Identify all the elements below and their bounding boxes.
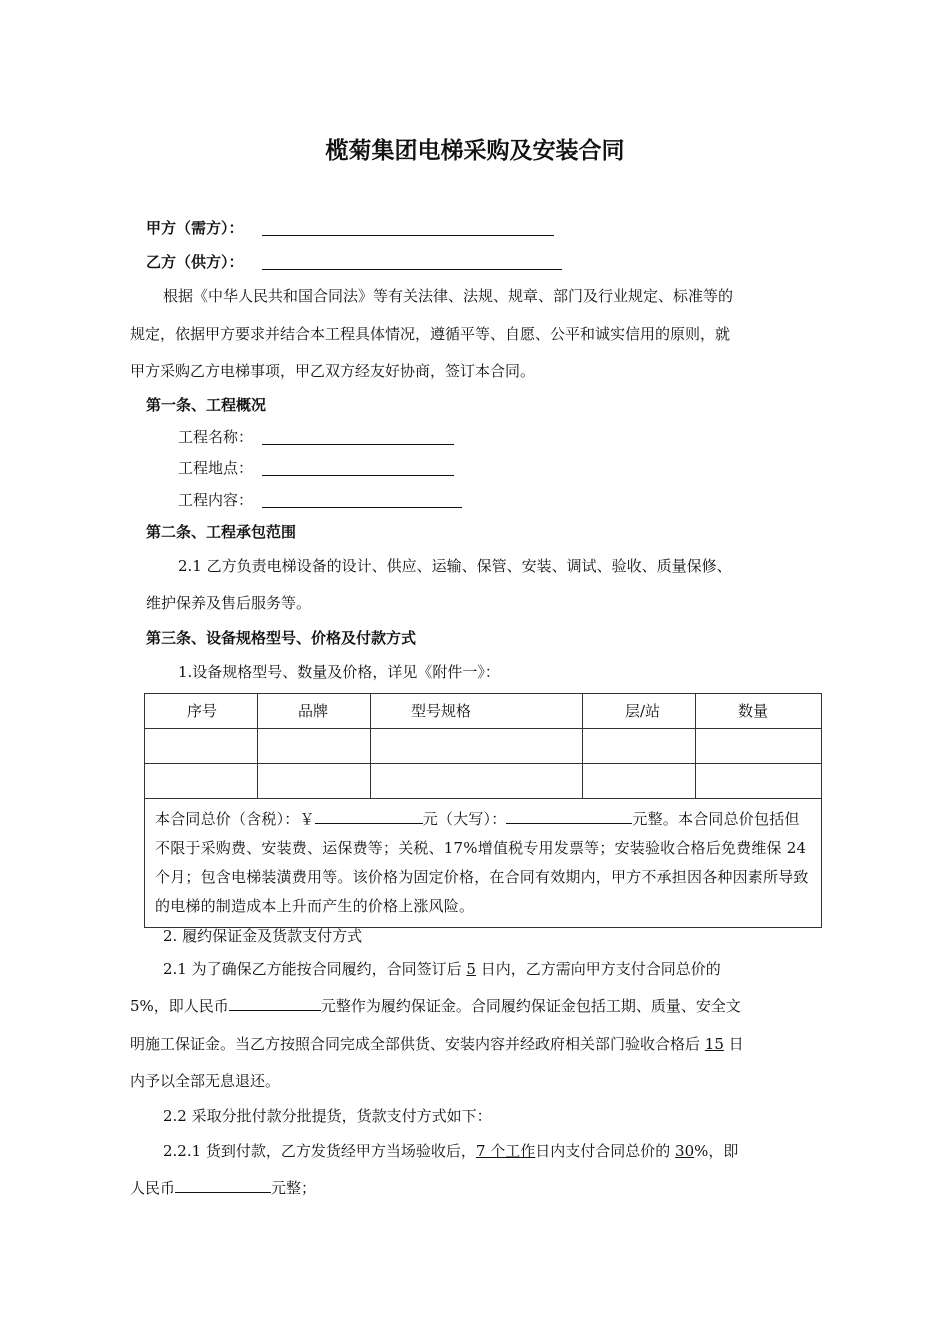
p21-text-b: 日内，乙方需向甲方支付合同总价的 — [475, 960, 721, 978]
table-row — [145, 729, 822, 764]
header-cell-brand: 品牌 — [258, 694, 371, 729]
header-cell-quantity: 数量 — [696, 694, 822, 729]
article2-heading: 第二条、工程承包范围 — [146, 523, 297, 541]
party-b-label: 乙方（供方）： — [146, 253, 244, 271]
payment-percent: 30 — [675, 1142, 695, 1160]
p21-text-a: 2.1 为了确保乙方能按合同履约，合同签订后 — [163, 960, 467, 978]
article3-heading: 第三条、设备规格型号、价格及付款方式 — [146, 629, 417, 647]
preamble-line-2: 规定，依据甲方要求并结合本工程具体情况，遵循平等、自愿、公平和诚实信用的原则，就 — [130, 325, 731, 343]
article3-item2: 2. 履约保证金及货款支付方式 — [163, 927, 363, 945]
project-location-label: 工程地点： — [178, 459, 254, 477]
project-content-label: 工程内容： — [178, 491, 254, 509]
table-cell — [583, 729, 696, 764]
p21-text-c: 5%，即人民币 — [130, 997, 229, 1015]
equipment-table — [144, 693, 822, 928]
p21-line-1 — [163, 962, 721, 977]
header-cell-floors: 层/站 — [583, 694, 696, 729]
deposit-days: 5 — [466, 960, 476, 978]
table-cell — [371, 729, 583, 764]
p221-text-c: %，即 — [694, 1142, 739, 1160]
table-cell — [371, 764, 583, 799]
note-suffix: 元整。本合同总价包括但不限于采购费、安装费、运保费等；关税、17%增值税专用发票等；安装验收合格后免费维保 24 个月；包含电梯装潢费用等。该价格为固定价格，在合同有效期内，甲方不承担因各种因素所导致的电梯的制造成本上升而产生的价格上涨风险。 — [155, 810, 809, 915]
article1-heading: 第一条、工程概况 — [146, 396, 267, 414]
deposit-amount-blank — [229, 1010, 321, 1011]
total-price-note — [145, 799, 822, 928]
p221-text-b: 日内支付合同总价的 — [535, 1142, 676, 1160]
table-cell — [145, 729, 258, 764]
page-title: 榄菊集团电梯采购及安装合同 — [325, 138, 625, 164]
p221-text-a: 2.2.1 货到付款，乙方发货经甲方当场验收后， — [163, 1142, 476, 1160]
table-cell — [145, 764, 258, 799]
article3-item1: 1.设备规格型号、数量及价格，详见《附件一》： — [178, 663, 500, 681]
p221-line-2 — [130, 1181, 316, 1196]
header-cell-index: 序号 — [145, 694, 258, 729]
table-cell — [258, 764, 371, 799]
article2-line-1: 2.1 乙方负责电梯设备的设计、供应、运输、保管、安装、调试、验收、质量保修、 — [178, 557, 732, 575]
project-name-label: 工程名称： — [178, 428, 254, 446]
project-content-blank — [262, 507, 462, 508]
party-a-label: 甲方（需方）： — [146, 219, 244, 237]
table-cell — [696, 764, 822, 799]
preamble-line-3: 甲方采购乙方电梯事项，甲乙双方经友好协商，签订本合同。 — [130, 362, 536, 380]
project-name-blank — [262, 444, 454, 445]
table-cell — [258, 729, 371, 764]
p221-text-d: 人民币 — [130, 1179, 176, 1197]
p221-line-1 — [163, 1144, 738, 1159]
payment-days: 7 个工作 — [475, 1142, 536, 1160]
party-b-blank — [262, 269, 562, 270]
project-location-blank — [262, 475, 454, 476]
article2-line-2: 维护保养及售后服务等。 — [146, 594, 312, 612]
preamble-line-1: 根据《中华人民共和国合同法》等有关法律、法规、规章、部门及行业规定、标准等的 — [163, 287, 734, 305]
p21-line-3 — [130, 1037, 744, 1052]
refund-days: 15 — [704, 1035, 724, 1053]
table-note-row — [145, 799, 822, 928]
p21-text-f: 日 — [723, 1035, 744, 1053]
table-header-row — [145, 694, 822, 729]
table-row — [145, 764, 822, 799]
table-cell — [583, 764, 696, 799]
price-words-blank — [506, 823, 632, 824]
note-prefix: 本合同总价（含税）：￥ — [155, 810, 315, 828]
p21-text-e: 明施工保证金。当乙方按照合同完成全部供货、安装内容并经政府相关部门验收合格后 — [130, 1035, 705, 1053]
p21-line-2 — [130, 999, 741, 1014]
p21-line-4: 内予以全部无息退还。 — [130, 1072, 281, 1090]
payment-amount-blank — [175, 1192, 271, 1193]
price-figure-blank — [315, 823, 423, 824]
note-mid: 元（大写）： — [422, 810, 507, 828]
p21-text-d: 元整作为履约保证金。合同履约保证金包括工期、质量、安全文 — [320, 997, 741, 1015]
header-cell-model: 型号规格 — [371, 694, 583, 729]
party-a-blank — [262, 235, 554, 236]
p22-line: 2.2 采取分批付款分批提货，货款支付方式如下： — [163, 1107, 492, 1125]
table-cell — [696, 729, 822, 764]
p221-text-e: 元整； — [271, 1179, 317, 1197]
